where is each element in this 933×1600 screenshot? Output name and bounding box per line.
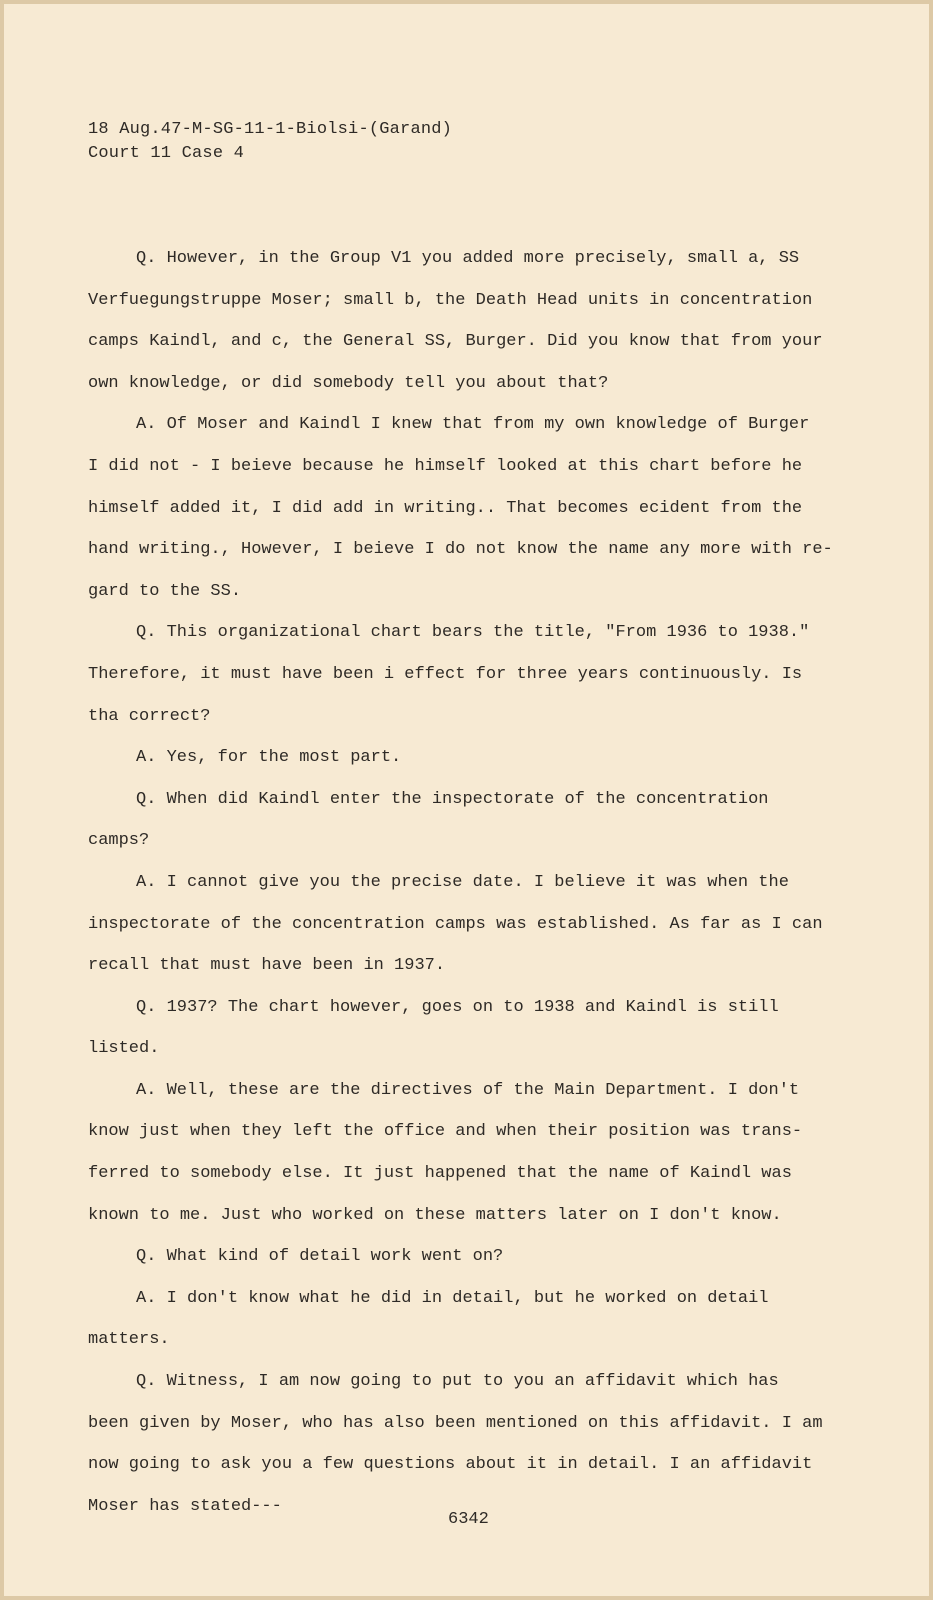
transcript-line: ferred to somebody else. It just happened that the name of Kaindl was	[88, 1164, 792, 1184]
transcript-body	[88, 238, 848, 1527]
transcript-line: Moser has stated---	[88, 1496, 282, 1516]
transcript-line: known to me. Just who worked on these matters later on I don't know.	[88, 1205, 782, 1225]
transcript-line: been given by Moser, who has also been mentioned on this affidavit. I am	[88, 1413, 823, 1433]
transcript-line: A. I cannot give you the precise date. I believe it was when the	[136, 872, 789, 892]
transcript-line: camps?	[88, 831, 150, 851]
transcript-line: Q. 1937? The chart however, goes on to 1938 and Kaindl is still	[136, 997, 779, 1017]
document-header	[88, 118, 452, 166]
transcript-line: Q. However, in the Group V1 you added more precisely, small a, SS	[136, 249, 800, 268]
transcript-line: A. Of Moser and Kaindl I knew that from my own knowledge of Burger	[136, 415, 810, 435]
transcript-line: Verfuegungstruppe Moser; small b, the Death Head units in concentration	[88, 290, 813, 310]
transcript-line: Q. When did Kaindl enter the inspectorate of the concentration	[136, 789, 769, 809]
transcript-line: matters.	[88, 1330, 170, 1350]
transcript-line: listed.	[88, 1039, 160, 1059]
transcript-line: gard to the SS.	[88, 581, 242, 601]
transcript-line: hand writing., However, I beieve I do not know the name any more with re-	[88, 540, 833, 560]
transcript-line: A. Yes, for the most part.	[136, 748, 402, 768]
header-court-line: Court 11 Case 4	[88, 144, 245, 163]
transcript-line: Q. This organizational chart bears the title, "From 1936 to 1938."	[136, 623, 810, 643]
transcript-line: A. Well, these are the directives of the Main Department. I don't	[136, 1080, 800, 1100]
header-reference-line: 18 Aug.47-M-SG-11-1-Biolsi-(Garand)	[88, 120, 453, 139]
transcript-line: camps Kaindl, and c, the General SS, Burger. Did you know that from your	[88, 332, 823, 352]
transcript-line: A. I don't know what he did in detail, but he worked on detail	[136, 1288, 769, 1308]
transcript-line: know just when they left the office and when their position was trans-	[88, 1122, 803, 1142]
transcript-line: now going to ask you a few questions about it in detail. I an affidavit	[88, 1455, 813, 1475]
transcript-line: Q. Witness, I am now going to put to you an affidavit which has	[136, 1372, 779, 1392]
transcript-line: tha correct?	[88, 706, 211, 726]
transcript-line: own knowledge, or did somebody tell you about that?	[88, 373, 609, 393]
transcript-line: himself added it, I did add in writing.. That becomes ecident from the	[88, 498, 803, 518]
transcript-line: recall that must have been in 1937.	[88, 956, 446, 976]
transcript-line: I did not - I beieve because he himself looked at this chart before he	[88, 456, 803, 476]
page-number: 6342	[448, 1510, 489, 1529]
transcript-line: Therefore, it must have been i effect for three years continuously. Is	[88, 664, 803, 684]
transcript-line: Q. What kind of detail work went on?	[136, 1247, 504, 1267]
transcript-line: inspectorate of the concentration camps was established. As far as I can	[88, 914, 823, 934]
